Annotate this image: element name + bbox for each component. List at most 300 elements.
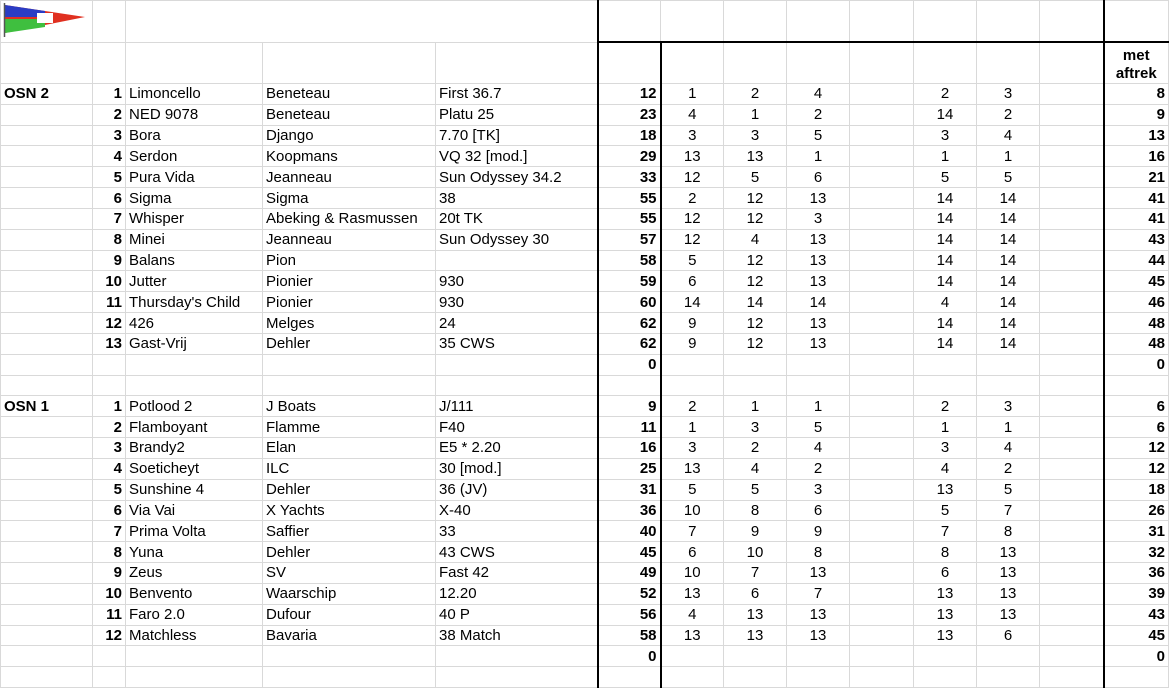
race-score[interactable]: 13 — [661, 583, 724, 604]
net-score[interactable]: 12 — [1104, 458, 1169, 479]
group-label[interactable] — [1, 208, 93, 229]
race-score[interactable] — [1040, 458, 1104, 479]
position[interactable]: 2 — [93, 104, 126, 125]
cell[interactable] — [1, 646, 93, 667]
net-score[interactable]: 9 — [1104, 104, 1169, 125]
cell[interactable] — [787, 1, 850, 43]
position[interactable]: 4 — [93, 458, 126, 479]
boat-brand[interactable]: Beneteau — [263, 84, 436, 105]
group-label[interactable] — [1, 563, 93, 584]
position[interactable]: 2 — [93, 417, 126, 438]
race-score[interactable]: 3 — [977, 396, 1040, 417]
position[interactable]: 4 — [93, 146, 126, 167]
position[interactable]: 8 — [93, 229, 126, 250]
race-score[interactable]: 12 — [724, 188, 787, 209]
cell[interactable] — [977, 1, 1040, 43]
race-score[interactable]: 13 — [914, 479, 977, 500]
race-score[interactable]: 1 — [661, 417, 724, 438]
race-score[interactable] — [1040, 188, 1104, 209]
position[interactable]: 11 — [93, 604, 126, 625]
race-score[interactable] — [850, 417, 914, 438]
net-score[interactable]: 41 — [1104, 188, 1169, 209]
position[interactable]: 5 — [93, 167, 126, 188]
race-score[interactable]: 7 — [787, 583, 850, 604]
group-label[interactable] — [1, 458, 93, 479]
race-score[interactable] — [1040, 417, 1104, 438]
race-score[interactable]: 13 — [724, 146, 787, 167]
position[interactable]: 9 — [93, 250, 126, 271]
race-score[interactable]: 4 — [661, 104, 724, 125]
boat-type[interactable] — [436, 250, 598, 271]
cell[interactable] — [263, 354, 436, 375]
race-score[interactable]: 14 — [914, 188, 977, 209]
group-label[interactable] — [1, 479, 93, 500]
cell[interactable] — [1040, 667, 1104, 688]
boat-brand[interactable]: Jeanneau — [263, 229, 436, 250]
net-score[interactable]: 46 — [1104, 292, 1169, 313]
race-score[interactable]: 12 — [724, 250, 787, 271]
boat-brand[interactable]: Melges — [263, 313, 436, 334]
race-score[interactable] — [1040, 438, 1104, 459]
race-score[interactable]: 13 — [787, 333, 850, 354]
cell[interactable] — [93, 646, 126, 667]
boat-name[interactable]: Limoncello — [126, 84, 263, 105]
net-score[interactable]: 16 — [1104, 146, 1169, 167]
race-score[interactable] — [850, 167, 914, 188]
race-score[interactable]: 13 — [724, 604, 787, 625]
header-race-7-dec[interactable] — [724, 42, 787, 84]
cell[interactable] — [914, 646, 977, 667]
race-score[interactable]: 13 — [787, 271, 850, 292]
race-score[interactable] — [850, 458, 914, 479]
race-score[interactable]: 6 — [914, 563, 977, 584]
race-score[interactable]: 14 — [977, 208, 1040, 229]
net-score[interactable]: 21 — [1104, 167, 1169, 188]
race-score[interactable]: 6 — [724, 583, 787, 604]
net-score[interactable]: 6 — [1104, 396, 1169, 417]
race-score[interactable] — [850, 104, 914, 125]
position[interactable]: 6 — [93, 188, 126, 209]
total-score[interactable]: 12 — [598, 84, 661, 105]
race-score[interactable] — [850, 229, 914, 250]
race-score[interactable]: 3 — [724, 125, 787, 146]
cell[interactable] — [126, 375, 263, 396]
race-score[interactable]: 1 — [914, 417, 977, 438]
boat-brand[interactable]: Sigma — [263, 188, 436, 209]
group-label[interactable]: OSN 1 — [1, 396, 93, 417]
race-score[interactable]: 13 — [661, 458, 724, 479]
cell[interactable] — [598, 375, 661, 396]
net-score[interactable]: 39 — [1104, 583, 1169, 604]
boat-brand[interactable]: Abeking & Rasmussen — [263, 208, 436, 229]
cell[interactable] — [1104, 667, 1169, 688]
boat-type[interactable]: Sun Odyssey 30 — [436, 229, 598, 250]
cell[interactable] — [914, 354, 977, 375]
race-score[interactable]: 10 — [661, 500, 724, 521]
total-score[interactable]: 52 — [598, 583, 661, 604]
race-score[interactable]: 4 — [787, 84, 850, 105]
cell[interactable] — [787, 375, 850, 396]
race-score[interactable]: 4 — [914, 292, 977, 313]
race-score[interactable]: 3 — [787, 208, 850, 229]
race-score[interactable]: 14 — [977, 271, 1040, 292]
race-score[interactable] — [850, 146, 914, 167]
total-score[interactable]: 29 — [598, 146, 661, 167]
group-label[interactable] — [1, 521, 93, 542]
boat-brand[interactable]: Bavaria — [263, 625, 436, 646]
cell[interactable] — [126, 354, 263, 375]
boat-type[interactable]: F40 — [436, 417, 598, 438]
race-score[interactable]: 14 — [914, 313, 977, 334]
header-total[interactable] — [598, 42, 661, 84]
boat-type[interactable]: 930 — [436, 292, 598, 313]
cell[interactable] — [126, 667, 263, 688]
cell[interactable] — [263, 375, 436, 396]
position[interactable]: 7 — [93, 208, 126, 229]
boat-brand[interactable]: Beneteau — [263, 104, 436, 125]
race-score[interactable]: 7 — [661, 521, 724, 542]
boat-name[interactable]: Sunshine 4 — [126, 479, 263, 500]
race-score[interactable]: 14 — [914, 104, 977, 125]
race-score[interactable] — [850, 125, 914, 146]
total-score[interactable]: 55 — [598, 208, 661, 229]
boat-name[interactable]: Jutter — [126, 271, 263, 292]
position[interactable]: 13 — [93, 333, 126, 354]
cell[interactable] — [263, 667, 436, 688]
race-score[interactable]: 3 — [724, 417, 787, 438]
group-label[interactable] — [1, 417, 93, 438]
total-score[interactable]: 40 — [598, 521, 661, 542]
race-score[interactable] — [1040, 146, 1104, 167]
cell[interactable] — [93, 42, 126, 84]
cell[interactable] — [977, 354, 1040, 375]
net-score[interactable]: 45 — [1104, 625, 1169, 646]
cell[interactable] — [93, 354, 126, 375]
race-score[interactable] — [1040, 583, 1104, 604]
race-score[interactable]: 9 — [724, 521, 787, 542]
race-score[interactable]: 1 — [724, 396, 787, 417]
race-score[interactable]: 5 — [724, 167, 787, 188]
race-score[interactable]: 2 — [914, 396, 977, 417]
net-score[interactable]: 32 — [1104, 542, 1169, 563]
race-score[interactable]: 3 — [914, 125, 977, 146]
boat-name[interactable]: Zeus — [126, 563, 263, 584]
net-score[interactable]: 44 — [1104, 250, 1169, 271]
boat-name[interactable]: Sigma — [126, 188, 263, 209]
race-score[interactable]: 5 — [724, 479, 787, 500]
cell[interactable] — [1, 667, 93, 688]
total-score[interactable]: 62 — [598, 313, 661, 334]
boat-name[interactable]: 426 — [126, 313, 263, 334]
cell[interactable] — [93, 667, 126, 688]
race-score[interactable] — [850, 208, 914, 229]
boat-name[interactable]: Benvento — [126, 583, 263, 604]
race-score[interactable]: 4 — [787, 438, 850, 459]
race-score[interactable]: 12 — [724, 313, 787, 334]
boat-brand[interactable]: Saffier — [263, 521, 436, 542]
race-score[interactable]: 13 — [914, 583, 977, 604]
cell[interactable] — [1, 354, 93, 375]
cell[interactable] — [724, 1, 787, 43]
total-score[interactable]: 31 — [598, 479, 661, 500]
race-score[interactable]: 1 — [977, 146, 1040, 167]
cell[interactable] — [1, 42, 93, 84]
boat-brand[interactable]: Pionier — [263, 271, 436, 292]
race-score[interactable]: 1 — [914, 146, 977, 167]
race-score[interactable] — [1040, 167, 1104, 188]
race-score[interactable]: 4 — [914, 458, 977, 479]
race-score[interactable]: 14 — [914, 229, 977, 250]
net-score[interactable]: 41 — [1104, 208, 1169, 229]
cell[interactable] — [1040, 646, 1104, 667]
net-score[interactable]: 45 — [1104, 271, 1169, 292]
net-score[interactable]: 43 — [1104, 604, 1169, 625]
cell[interactable] — [661, 354, 724, 375]
header-type[interactable] — [436, 42, 598, 84]
group-label[interactable] — [1, 271, 93, 292]
cell[interactable] — [850, 1, 914, 43]
boat-name[interactable]: Soeticheyt — [126, 458, 263, 479]
boat-type[interactable]: First 36.7 — [436, 84, 598, 105]
total-score[interactable]: 49 — [598, 563, 661, 584]
race-score[interactable]: 2 — [787, 458, 850, 479]
cell[interactable] — [724, 646, 787, 667]
race-score[interactable]: 13 — [661, 146, 724, 167]
cell[interactable] — [661, 667, 724, 688]
boat-type[interactable]: 40 P — [436, 604, 598, 625]
boat-name[interactable]: Flamboyant — [126, 417, 263, 438]
net-score[interactable]: 48 — [1104, 313, 1169, 334]
race-score[interactable]: 7 — [724, 563, 787, 584]
race-score[interactable]: 12 — [661, 167, 724, 188]
race-score[interactable]: 5 — [661, 250, 724, 271]
boat-brand[interactable]: Dehler — [263, 333, 436, 354]
group-label[interactable] — [1, 583, 93, 604]
boat-brand[interactable]: Pionier — [263, 292, 436, 313]
race-score[interactable]: 13 — [787, 563, 850, 584]
cell[interactable] — [787, 667, 850, 688]
race-score[interactable] — [850, 396, 914, 417]
race-score[interactable] — [1040, 521, 1104, 542]
boat-name[interactable]: Matchless — [126, 625, 263, 646]
race-score[interactable] — [850, 625, 914, 646]
position[interactable]: 12 — [93, 313, 126, 334]
header-race-15-mrt[interactable] — [914, 42, 977, 84]
header-race-29-mrt[interactable] — [977, 42, 1040, 84]
group-label[interactable]: OSN 2 — [1, 84, 93, 105]
group-label[interactable] — [1, 313, 93, 334]
boat-type[interactable]: Sun Odyssey 34.2 — [436, 167, 598, 188]
race-score[interactable]: 4 — [977, 125, 1040, 146]
boat-name[interactable]: Balans — [126, 250, 263, 271]
total-score[interactable]: 45 — [598, 542, 661, 563]
cell[interactable] — [126, 646, 263, 667]
race-score[interactable]: 3 — [977, 84, 1040, 105]
race-score[interactable] — [1040, 333, 1104, 354]
boat-brand[interactable]: ILC — [263, 458, 436, 479]
boat-type[interactable]: Fast 42 — [436, 563, 598, 584]
race-score[interactable]: 6 — [787, 500, 850, 521]
race-score[interactable]: 14 — [977, 292, 1040, 313]
race-score[interactable]: 13 — [787, 229, 850, 250]
total-score[interactable]: 59 — [598, 271, 661, 292]
net-score[interactable]: 0 — [1104, 646, 1169, 667]
race-score[interactable] — [1040, 84, 1104, 105]
race-score[interactable]: 13 — [787, 313, 850, 334]
boat-name[interactable]: Via Vai — [126, 500, 263, 521]
race-score[interactable] — [850, 479, 914, 500]
boat-brand[interactable]: X Yachts — [263, 500, 436, 521]
race-score[interactable]: 3 — [787, 479, 850, 500]
race-score[interactable]: 14 — [914, 271, 977, 292]
header-name[interactable] — [126, 42, 263, 84]
cell[interactable] — [598, 1, 661, 43]
race-score[interactable]: 13 — [787, 625, 850, 646]
race-score[interactable]: 1 — [977, 417, 1040, 438]
boat-type[interactable]: 20t TK — [436, 208, 598, 229]
boat-type[interactable]: E5 * 2.20 — [436, 438, 598, 459]
boat-brand[interactable]: J Boats — [263, 396, 436, 417]
race-score[interactable] — [1040, 542, 1104, 563]
boat-type[interactable]: 35 CWS — [436, 333, 598, 354]
group-label[interactable] — [1, 542, 93, 563]
group-label[interactable] — [1, 146, 93, 167]
race-score[interactable] — [850, 563, 914, 584]
race-score[interactable]: 13 — [977, 583, 1040, 604]
boat-brand[interactable]: Elan — [263, 438, 436, 459]
total-score[interactable]: 0 — [598, 354, 661, 375]
cell[interactable] — [724, 354, 787, 375]
position[interactable]: 1 — [93, 396, 126, 417]
group-label[interactable] — [1, 333, 93, 354]
group-label[interactable] — [1, 250, 93, 271]
cell[interactable] — [661, 646, 724, 667]
cell[interactable] — [436, 354, 598, 375]
boat-type[interactable]: 36 (JV) — [436, 479, 598, 500]
position[interactable]: 1 — [93, 84, 126, 105]
race-score[interactable]: 12 — [724, 271, 787, 292]
net-score[interactable]: 13 — [1104, 125, 1169, 146]
position[interactable]: 3 — [93, 438, 126, 459]
cell[interactable] — [914, 667, 977, 688]
boat-name[interactable]: Brandy2 — [126, 438, 263, 459]
boat-name[interactable]: Serdon — [126, 146, 263, 167]
boat-type[interactable]: 30 [mod.] — [436, 458, 598, 479]
race-score[interactable] — [850, 604, 914, 625]
race-score[interactable]: 10 — [661, 563, 724, 584]
race-score[interactable]: 5 — [787, 417, 850, 438]
total-score[interactable]: 62 — [598, 333, 661, 354]
race-score[interactable]: 14 — [724, 292, 787, 313]
cell[interactable] — [724, 667, 787, 688]
boat-name[interactable]: Yuna — [126, 542, 263, 563]
cell[interactable] — [598, 667, 661, 688]
position[interactable]: 9 — [93, 563, 126, 584]
race-score[interactable]: 7 — [914, 521, 977, 542]
total-score[interactable]: 11 — [598, 417, 661, 438]
total-score[interactable]: 58 — [598, 625, 661, 646]
race-score[interactable]: 3 — [661, 438, 724, 459]
race-score[interactable]: 14 — [977, 188, 1040, 209]
group-label[interactable] — [1, 625, 93, 646]
cell[interactable] — [724, 375, 787, 396]
race-score[interactable]: 5 — [914, 500, 977, 521]
boat-name[interactable]: Faro 2.0 — [126, 604, 263, 625]
boat-name[interactable]: NED 9078 — [126, 104, 263, 125]
cell[interactable] — [914, 1, 977, 43]
position[interactable]: 8 — [93, 542, 126, 563]
boat-type[interactable]: Platu 25 — [436, 104, 598, 125]
race-score[interactable] — [850, 583, 914, 604]
cell[interactable] — [661, 375, 724, 396]
race-score[interactable]: 2 — [914, 84, 977, 105]
group-label[interactable] — [1, 438, 93, 459]
boat-name[interactable]: Pura Vida — [126, 167, 263, 188]
cell[interactable] — [977, 646, 1040, 667]
race-score[interactable] — [850, 188, 914, 209]
race-score[interactable]: 8 — [914, 542, 977, 563]
race-score[interactable]: 2 — [661, 396, 724, 417]
boat-name[interactable]: Whisper — [126, 208, 263, 229]
race-score[interactable] — [1040, 563, 1104, 584]
race-score[interactable]: 13 — [787, 604, 850, 625]
net-score[interactable]: 6 — [1104, 417, 1169, 438]
total-score[interactable]: 0 — [598, 646, 661, 667]
boat-name[interactable]: Gast-Vrij — [126, 333, 263, 354]
boat-type[interactable]: 43 CWS — [436, 542, 598, 563]
boat-name[interactable]: Thursday's Child — [126, 292, 263, 313]
race-score[interactable] — [1040, 625, 1104, 646]
boat-brand[interactable]: Jeanneau — [263, 167, 436, 188]
race-score[interactable] — [1040, 125, 1104, 146]
boat-brand[interactable]: Dehler — [263, 479, 436, 500]
boat-type[interactable]: J/111 — [436, 396, 598, 417]
cell[interactable] — [1104, 375, 1169, 396]
race-score[interactable]: 13 — [914, 625, 977, 646]
race-score[interactable] — [850, 250, 914, 271]
total-score[interactable]: 60 — [598, 292, 661, 313]
race-score[interactable]: 1 — [787, 396, 850, 417]
race-score[interactable] — [1040, 250, 1104, 271]
boat-type[interactable]: X-40 — [436, 500, 598, 521]
race-score[interactable]: 14 — [977, 229, 1040, 250]
race-score[interactable]: 6 — [977, 625, 1040, 646]
race-score[interactable]: 14 — [787, 292, 850, 313]
cell[interactable] — [263, 646, 436, 667]
boat-type[interactable]: 7.70 [TK] — [436, 125, 598, 146]
race-score[interactable]: 14 — [914, 250, 977, 271]
net-score[interactable]: 12 — [1104, 438, 1169, 459]
race-score[interactable] — [1040, 104, 1104, 125]
boat-type[interactable]: 38 Match — [436, 625, 598, 646]
net-score[interactable]: 31 — [1104, 521, 1169, 542]
race-score[interactable]: 5 — [914, 167, 977, 188]
race-score[interactable]: 14 — [914, 208, 977, 229]
race-score[interactable] — [850, 84, 914, 105]
boat-type[interactable]: 12.20 — [436, 583, 598, 604]
group-label[interactable] — [1, 292, 93, 313]
net-score[interactable]: 26 — [1104, 500, 1169, 521]
cell[interactable] — [977, 375, 1040, 396]
cell[interactable] — [436, 375, 598, 396]
boat-brand[interactable]: Koopmans — [263, 146, 436, 167]
position[interactable]: 3 — [93, 125, 126, 146]
race-score[interactable]: 8 — [977, 521, 1040, 542]
cell[interactable] — [914, 375, 977, 396]
race-score[interactable] — [850, 271, 914, 292]
race-score[interactable]: 9 — [787, 521, 850, 542]
boat-brand[interactable]: Dufour — [263, 604, 436, 625]
